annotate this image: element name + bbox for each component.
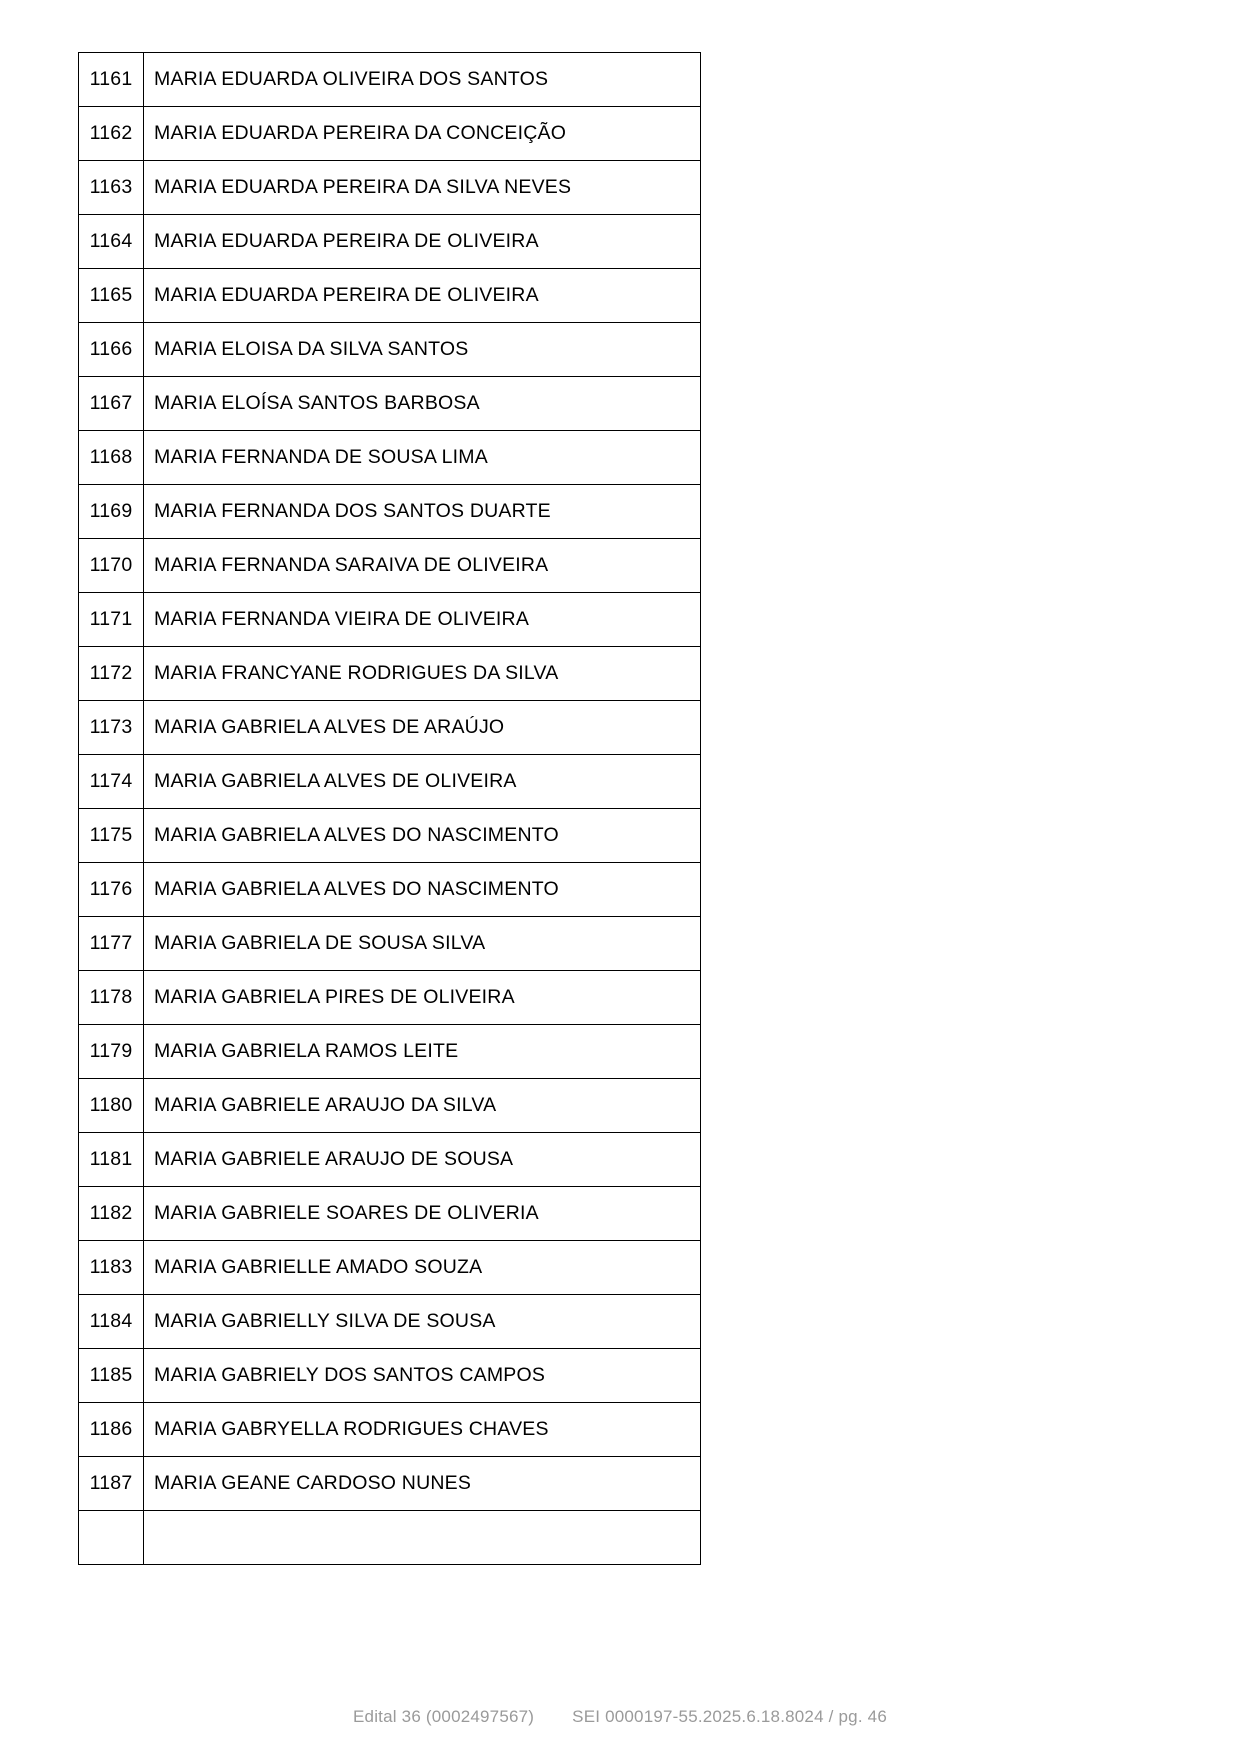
table-row [79,1457,701,1511]
row-name: MARIA EDUARDA PEREIRA DA SILVA NEVES [144,161,701,215]
row-number: 1183 [79,1241,144,1295]
row-number: 1186 [79,1403,144,1457]
footer-document-label: Edital 36 (0002497567) [353,1707,535,1726]
table-row [79,107,701,161]
row-name: MARIA FERNANDA DE SOUSA LIMA [144,431,701,485]
names-table-container [78,52,690,1565]
row-name: MARIA EDUARDA PEREIRA DE OLIVEIRA [144,215,701,269]
row-name: MARIA GABRIELY DOS SANTOS CAMPOS [144,1349,701,1403]
row-number: 1180 [79,1079,144,1133]
table-row [79,269,701,323]
table-row [79,431,701,485]
names-table-body [79,53,701,1565]
row-name: MARIA FERNANDA VIEIRA DE OLIVEIRA [144,593,701,647]
names-table [78,52,701,1565]
row-name: MARIA GABRIELLE AMADO SOUZA [144,1241,701,1295]
row-name: MARIA GEANE CARDOSO NUNES [144,1457,701,1511]
table-row [79,917,701,971]
row-name: MARIA FRANCYANE RODRIGUES DA SILVA [144,647,701,701]
table-row [79,647,701,701]
row-number: 1173 [79,701,144,755]
row-name: MARIA GABRIELE SOARES DE OLIVERIA [144,1187,701,1241]
row-name: MARIA FERNANDA SARAIVA DE OLIVEIRA [144,539,701,593]
table-row [79,53,701,107]
footer-sei-reference: SEI 0000197-55.2025.6.18.8024 / pg. 46 [572,1707,887,1726]
row-number: 1175 [79,809,144,863]
table-row-partial [79,1511,701,1565]
table-row [79,1187,701,1241]
row-name: MARIA EDUARDA OLIVEIRA DOS SANTOS [144,53,701,107]
row-number: 1185 [79,1349,144,1403]
row-number: 1182 [79,1187,144,1241]
table-row [79,755,701,809]
row-name-partial [144,1511,701,1565]
table-row [79,377,701,431]
table-row [79,701,701,755]
row-name: MARIA GABRYELLA RODRIGUES CHAVES [144,1403,701,1457]
row-name: MARIA GABRIELE ARAUJO DE SOUSA [144,1133,701,1187]
row-number: 1170 [79,539,144,593]
table-row [79,161,701,215]
page-footer [0,1707,1240,1727]
row-number: 1166 [79,323,144,377]
row-number: 1163 [79,161,144,215]
row-name: MARIA FERNANDA DOS SANTOS DUARTE [144,485,701,539]
table-row [79,1295,701,1349]
row-number: 1161 [79,53,144,107]
row-number: 1181 [79,1133,144,1187]
row-number: 1177 [79,917,144,971]
table-row [79,1349,701,1403]
table-row [79,593,701,647]
table-row [79,1025,701,1079]
row-name: MARIA GABRIELA DE SOUSA SILVA [144,917,701,971]
table-row [79,1133,701,1187]
row-name: MARIA EDUARDA PEREIRA DE OLIVEIRA [144,269,701,323]
row-number: 1187 [79,1457,144,1511]
row-name: MARIA GABRIELLY SILVA DE SOUSA [144,1295,701,1349]
row-number: 1168 [79,431,144,485]
row-number: 1164 [79,215,144,269]
table-row [79,215,701,269]
row-number: 1184 [79,1295,144,1349]
row-number: 1178 [79,971,144,1025]
row-number: 1169 [79,485,144,539]
row-name: MARIA ELOISA DA SILVA SANTOS [144,323,701,377]
row-name: MARIA GABRIELA PIRES DE OLIVEIRA [144,971,701,1025]
row-name: MARIA ELOÍSA SANTOS BARBOSA [144,377,701,431]
table-row [79,1403,701,1457]
table-row [79,1079,701,1133]
row-number: 1179 [79,1025,144,1079]
row-number: 1165 [79,269,144,323]
table-row [79,863,701,917]
row-name: MARIA GABRIELA ALVES DE OLIVEIRA [144,755,701,809]
table-row [79,1241,701,1295]
row-name: MARIA GABRIELA ALVES DE ARAÚJO [144,701,701,755]
row-name: MARIA GABRIELE ARAUJO DA SILVA [144,1079,701,1133]
row-number: 1172 [79,647,144,701]
table-row [79,539,701,593]
row-name: MARIA EDUARDA PEREIRA DA CONCEIÇÃO [144,107,701,161]
row-number: 1174 [79,755,144,809]
table-row [79,971,701,1025]
row-number: 1167 [79,377,144,431]
table-row [79,323,701,377]
row-name: MARIA GABRIELA ALVES DO NASCIMENTO [144,809,701,863]
row-number: 1162 [79,107,144,161]
row-number: 1176 [79,863,144,917]
row-name: MARIA GABRIELA ALVES DO NASCIMENTO [144,863,701,917]
row-number: 1171 [79,593,144,647]
row-number-partial [79,1511,144,1565]
row-name: MARIA GABRIELA RAMOS LEITE [144,1025,701,1079]
table-row [79,485,701,539]
table-row [79,809,701,863]
